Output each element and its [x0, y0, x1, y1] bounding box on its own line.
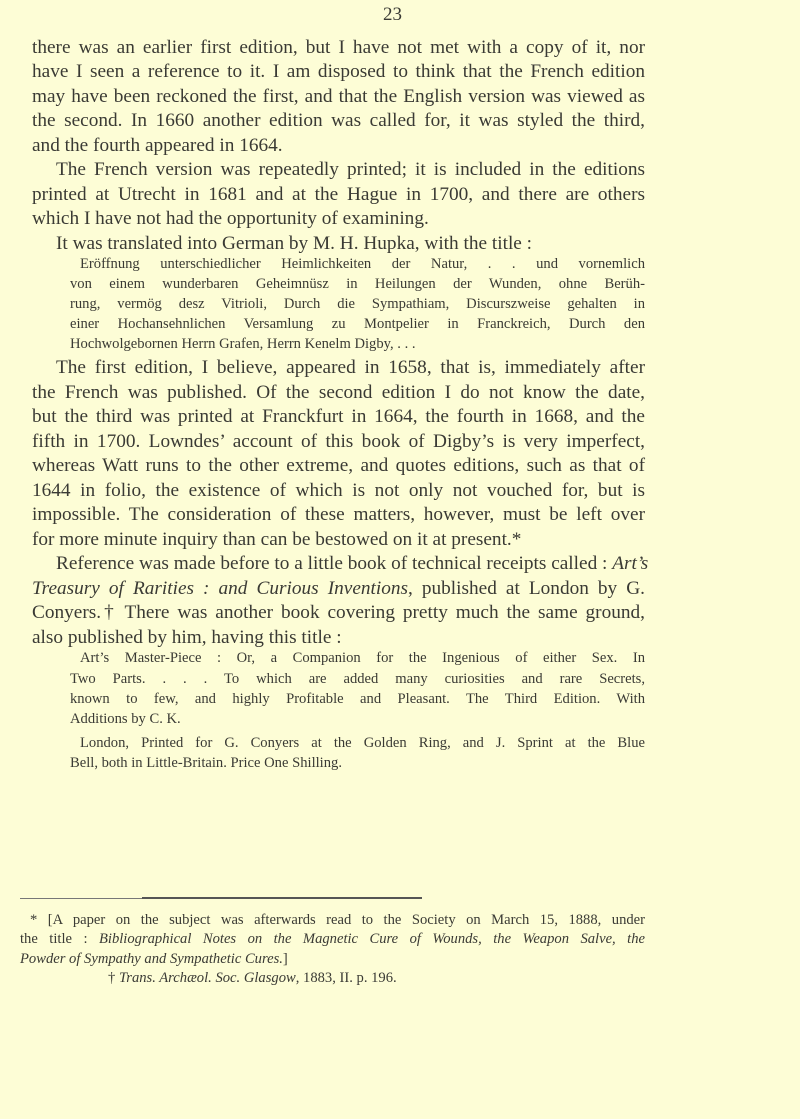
text-line: [32, 431, 645, 453]
text-line: [32, 480, 645, 502]
text-line: [32, 208, 645, 230]
text-line: [32, 406, 645, 428]
text-segment: rung, vermög desz Vitrioli, Durch die Sympathiam, Discurszweise gehalten in: [70, 296, 645, 312]
text-line: [32, 110, 645, 132]
text-segment: It was translated into German by M. H. Hupka, with the title :: [56, 233, 533, 254]
quoted-title-line: [70, 691, 645, 708]
text-segment: 1644 in folio, the existence of which is not only not vouched for, but is: [32, 480, 645, 501]
quoted-title-line: [80, 650, 645, 667]
text-line: [32, 382, 645, 404]
quoted-title-line: [70, 276, 645, 293]
text-segment: The French version was repeatedly printed; it is included in the editions: [56, 159, 645, 180]
text-segment: †: [108, 970, 119, 986]
quoted-title-line: [80, 735, 645, 752]
footnote-line: [30, 912, 645, 929]
quoted-title-line: [70, 755, 645, 772]
quoted-title-line: [70, 711, 645, 728]
text-segment: impossible. The consideration of these matters, however, must be left over: [32, 504, 645, 525]
text-segment: , 1883, II. p. 196.: [295, 970, 397, 986]
text-segment: whereas Watt runs to the other extreme, and quotes editions, such as that of: [32, 455, 645, 476]
text-segment: * [A paper on the subject was afterwards read to the Society on March 15, 1888, under: [30, 912, 645, 928]
text-segment: which I have not had the opportunity of examining.: [32, 208, 429, 229]
text-segment: von einem wunderbaren Geheimnüsz in Heilungen der Wunden, ohne Berüh-: [70, 276, 645, 292]
text-segment: the title :: [20, 931, 99, 947]
italic-title: Trans. Archæol. Soc. Glasgow: [118, 970, 296, 986]
text-segment: The first edition, I believe, appeared in 1658, that is, immediately after: [56, 357, 645, 378]
quoted-title-line: [70, 336, 645, 353]
italic-title: Bibliographical Notes on the Magnetic Cure of Wounds, the Weapon Salve, the: [98, 931, 645, 947]
text-segment: ]: [282, 951, 288, 967]
text-line: [32, 455, 645, 477]
text-line: [32, 529, 645, 551]
text-segment: the French was published. Of the second edition I do not know the date,: [32, 382, 645, 403]
text-segment: Eröffnung unterschiedlicher Heimlichkeiten der Natur, . . und vornemlich: [80, 256, 645, 272]
footnote-line: [108, 970, 733, 987]
text-segment: London, Printed for G. Conyers at the Golden Ring, and J. Sprint at the Blue: [80, 735, 645, 751]
text-segment: and the fourth appeared in 1664.: [32, 135, 283, 156]
text-segment: have I seen a reference to it. I am disposed to think that the French edition: [32, 61, 645, 82]
text-segment: einer Hochansehnlichen Versamlung zu Montpelier in Franckreich, Durch den: [70, 316, 645, 332]
text-segment: Reference was made before to a little book of technical receipts called :: [56, 553, 613, 574]
text-segment: Art’s Master-Piece : Or, a Companion for the Ingenious of either Sex. In: [80, 650, 645, 666]
text-line: [56, 233, 645, 255]
italic-title: Powder of Sympathy and Sympathetic Cures.: [20, 951, 283, 967]
footnote-divider-accent: [142, 897, 422, 899]
quoted-title-line: [70, 671, 645, 688]
quoted-title-line: [70, 296, 645, 313]
quoted-title-line: [70, 316, 645, 333]
text-segment: known to few, and highly Profitable and Pleasant. The Third Edition. With: [70, 691, 645, 707]
text-line: [32, 504, 645, 526]
text-segment: also published by him, having this title :: [32, 627, 342, 648]
text-segment: there was an earlier first edition, but I have not met with a copy of it, nor: [32, 37, 645, 58]
text-line: [56, 357, 645, 379]
italic-title: Treasury of Rarities : and Curious Inventions: [32, 578, 409, 599]
text-line: [56, 159, 645, 181]
text-segment: Bell, both in Little-Britain. Price One Shilling.: [70, 755, 342, 771]
text-segment: the second. In 1660 another edition was called for, it was styled the third,: [32, 110, 645, 131]
footnote-line: [20, 931, 645, 948]
text-segment: , published at London by G.: [408, 578, 645, 599]
text-segment: but the third was printed at Franckfurt in 1664, the fourth in 1668, and the: [32, 406, 645, 427]
text-segment: fifth in 1700. Lowndes’ account of this book of Digby’s is very imperfect,: [32, 431, 645, 452]
text-line: [32, 135, 645, 157]
page-number: 23: [383, 4, 402, 25]
text-segment: printed at Utrecht in 1681 and at the Hague in 1700, and there are others: [32, 184, 645, 205]
text-line: [32, 184, 645, 206]
quoted-title-line: [80, 256, 645, 273]
text-line: [32, 37, 645, 59]
text-segment: Additions by C. K.: [70, 711, 181, 727]
italic-title: Art’s: [612, 553, 649, 574]
text-line: [56, 553, 649, 575]
text-line: [32, 86, 645, 108]
text-line: [32, 602, 645, 624]
text-line: [32, 61, 645, 83]
text-segment: Hochwolgebornen Herrn Grafen, Herrn Kenelm Digby, . . .: [70, 336, 416, 352]
text-segment: Conyers.† There was another book covering pretty much the same ground,: [32, 602, 645, 623]
text-segment: may have been reckoned the first, and that the English version was viewed as: [32, 86, 645, 107]
text-line: [32, 627, 645, 649]
footnote-line: [20, 951, 645, 968]
text-segment: for more minute inquiry than can be bestowed on it at present.*: [32, 529, 522, 550]
text-segment: Two Parts. . . . To which are added many curiosities and rare Secrets,: [70, 671, 645, 687]
text-line: [32, 578, 645, 600]
